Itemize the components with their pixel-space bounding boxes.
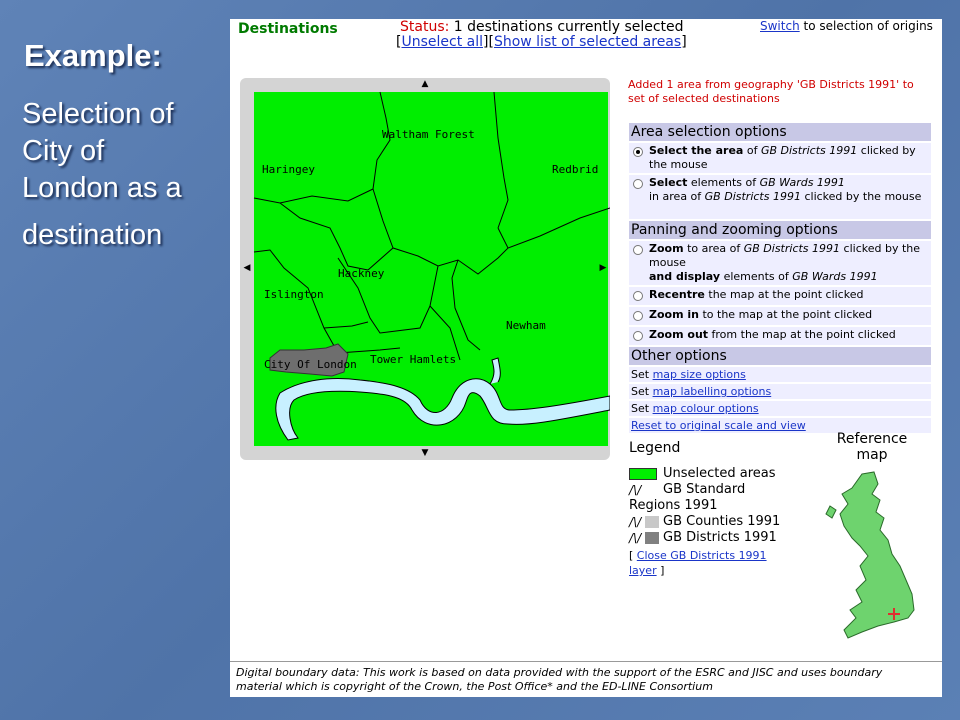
pan-right-icon[interactable]: ▶ [599, 263, 607, 273]
option-map-size [628, 366, 932, 383]
opt-recentre-bold: Recentre [649, 288, 705, 301]
footer-note [230, 661, 942, 697]
map-canvas[interactable] [240, 78, 610, 460]
slide-title: Example: [24, 38, 162, 73]
page-heading: Destinations [238, 21, 338, 37]
switch-link[interactable]: Switch [760, 19, 800, 33]
map-colour-link[interactable]: map colour options [652, 402, 759, 415]
status-text: 1 destinations currently selected [453, 19, 684, 35]
map-label-haringey: Haringey [262, 163, 315, 176]
gb-island [826, 506, 836, 518]
status-links: [Unselect all][Show list of selected areas] [396, 34, 687, 50]
map-label-tower-hamlets: Tower Hamlets [370, 353, 457, 366]
slide-line-2: City of [22, 135, 105, 167]
map-label-waltham-forest: Waltham Forest [382, 128, 475, 141]
option-zoom-in[interactable] [628, 306, 932, 326]
legend-regions [629, 482, 814, 498]
set-word: Set [631, 368, 650, 381]
opt-select-elem-text3: clicked by the mouse [804, 190, 922, 203]
switch-line [760, 19, 933, 33]
other-options-heading: Other options [628, 346, 932, 366]
opt-zoom-text2: clicked by the mouse [649, 242, 921, 269]
legend [629, 466, 814, 578]
reference-title-1: Reference [836, 431, 908, 447]
map-size-link[interactable]: map size options [652, 368, 746, 381]
legend-unselected [629, 466, 814, 482]
opt-zoom-geo2: GB Wards 1991 [792, 270, 878, 283]
set-word: Set [631, 385, 650, 398]
opt-zoomin-bold: Zoom in [649, 308, 699, 321]
opt-select-area-geo: GB Districts 1991 [760, 144, 858, 157]
app-screenshot [230, 19, 942, 697]
unselect-all-link[interactable]: Unselect all [401, 34, 483, 50]
legend-counties-label: GB Counties 1991 [663, 514, 781, 529]
radio-recentre[interactable] [633, 291, 643, 301]
option-select-elements[interactable] [628, 174, 932, 220]
map-label-hackney: Hackney [338, 267, 385, 280]
options-panel [628, 122, 932, 434]
status-label: Status: [400, 19, 450, 35]
opt-zoom-text3: elements of [723, 270, 789, 283]
show-list-link[interactable]: Show list of selected areas [493, 34, 682, 50]
area-selection-heading: Area selection options [628, 122, 932, 142]
radio-zoom-in[interactable] [633, 311, 643, 321]
unselected-swatch [629, 468, 657, 480]
option-map-colour [628, 400, 932, 417]
legend-close: [ Close GB Districts 1991 layer ] [629, 549, 767, 577]
opt-select-area-text: of [746, 144, 758, 157]
opt-zoom-geo: GB Districts 1991 [743, 242, 841, 255]
line-icon: /\/ [629, 531, 642, 545]
radio-select-elements[interactable] [633, 179, 643, 189]
opt-zoom-bold2: and display [649, 270, 721, 283]
slide-line-4: destination [22, 219, 163, 251]
opt-select-area-bold: Select the area [649, 144, 744, 157]
status-line [400, 19, 684, 35]
radio-zoom[interactable] [633, 245, 643, 255]
close-layer-link[interactable]: Close GB Districts 1991 [636, 549, 767, 562]
legend-unselected-label: Unselected areas [663, 466, 776, 481]
option-recentre[interactable] [628, 286, 932, 306]
legend-districts-label: GB Districts 1991 [663, 530, 777, 545]
switch-text: to selection of origins [803, 19, 933, 33]
slide-line-1: Selection of [22, 98, 174, 130]
opt-select-elem-text: elements of [690, 176, 757, 189]
pan-up-icon[interactable]: ▲ [421, 79, 429, 89]
status-message: Added 1 area from geography 'GB Districts 1991' to set of selected destinations [628, 78, 914, 105]
set-word: Set [631, 402, 650, 415]
gb-outline [840, 472, 914, 638]
pan-down-icon[interactable]: ▼ [421, 448, 429, 458]
opt-zoomout-bold: Zoom out [649, 328, 709, 341]
map-label-islington: Islington [264, 288, 324, 301]
legend-regions-2 [629, 498, 814, 514]
reset-link[interactable]: Reset to original scale and view [631, 419, 806, 432]
line-icon: /\/ [629, 483, 642, 497]
map-frame [240, 78, 610, 460]
slide-line-3: London as a [22, 172, 182, 204]
opt-select-elem-text2: in area of [649, 190, 702, 203]
legend-districts [629, 530, 814, 546]
pan-left-icon[interactable]: ◀ [243, 263, 251, 273]
map-label-redbrid: Redbrid [552, 163, 599, 176]
opt-zoomout-text: from the map at the point clicked [711, 328, 896, 341]
panning-zooming-heading: Panning and zooming options [628, 220, 932, 240]
slide-text [22, 96, 222, 254]
close-layer-link-2[interactable]: layer [629, 564, 657, 577]
opt-zoomin-text: to the map at the point clicked [702, 308, 873, 321]
map-label-newham: Newham [506, 319, 546, 332]
radio-zoom-out[interactable] [633, 331, 643, 341]
opt-select-area-text2: clicked by the mouse [649, 144, 916, 171]
legend-title: Legend [629, 440, 681, 456]
map-label-city-of-london: City Of London [264, 358, 357, 371]
legend-regions-label: GB Standard [663, 482, 746, 497]
opt-select-elem-bold: Select [649, 176, 688, 189]
legend-counties [629, 514, 814, 530]
map-labelling-link[interactable]: map labelling options [652, 385, 772, 398]
opt-recentre-text: the map at the point clicked [708, 288, 864, 301]
footer-line-2: material which is copyright of the Crown, the Post Office* and the ED-LINE Consortium [236, 680, 713, 693]
reference-map[interactable] [822, 466, 922, 646]
option-zoom-out[interactable] [628, 326, 932, 346]
opt-select-elem-geo2: GB Districts 1991 [704, 190, 801, 203]
opt-zoom-bold: Zoom [649, 242, 684, 255]
footer-line-1: Digital boundary data: This work is based on data provided with the support of the ESRC and JISC and uses boundary [236, 666, 883, 679]
opt-select-elem-geo: GB Wards 1991 [759, 176, 845, 189]
line-icon: /\/ [629, 515, 642, 529]
option-zoom[interactable] [628, 240, 932, 286]
reference-title-2: map [856, 447, 888, 463]
option-map-labelling [628, 383, 932, 400]
counties-swatch [645, 516, 659, 528]
opt-zoom-text: to area of [687, 242, 741, 255]
districts-swatch [645, 532, 659, 544]
radio-select-area[interactable] [633, 147, 643, 157]
option-select-area[interactable] [628, 142, 932, 174]
reference-map-title [826, 431, 918, 463]
legend-regions-label-2: Regions 1991 [629, 498, 718, 513]
